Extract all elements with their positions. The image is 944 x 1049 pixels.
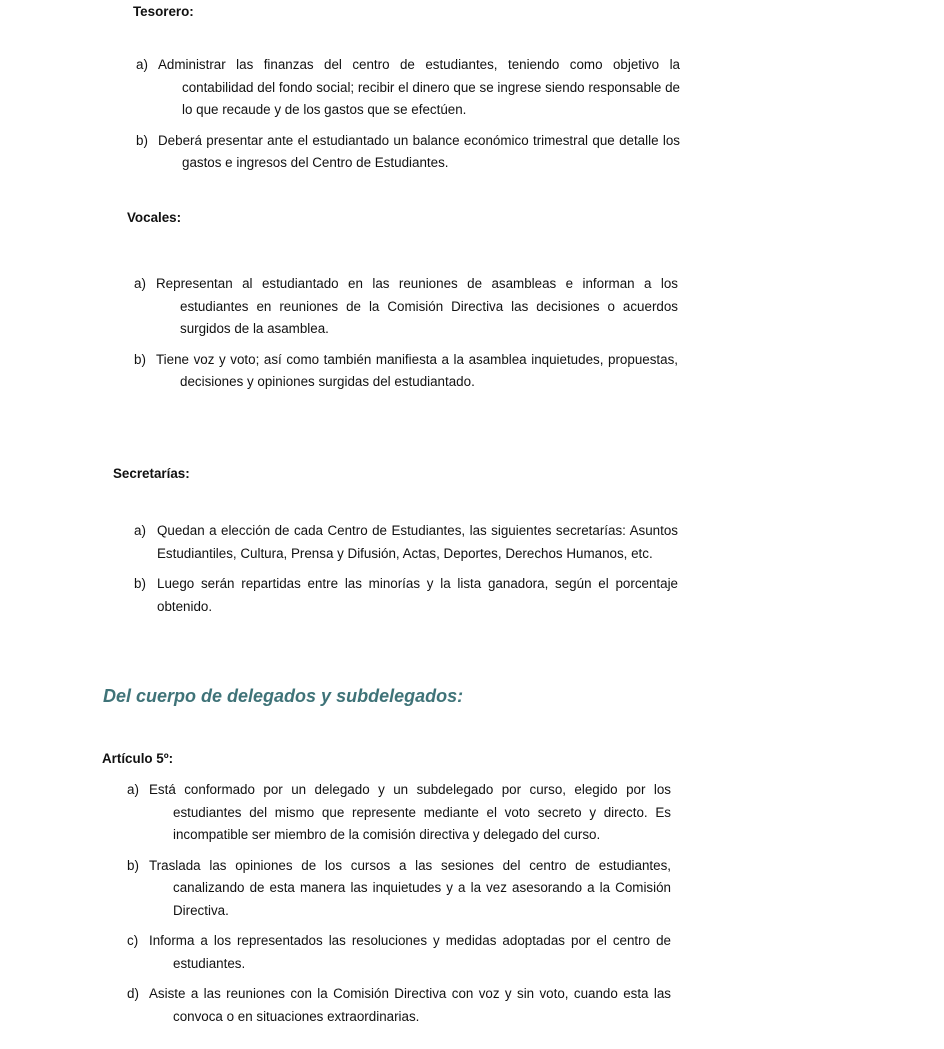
item-marker: a): [136, 57, 148, 72]
list-item: [136, 54, 680, 122]
item-text: Está conformado por un delegado y un subdelegado por curso, elegido por los estudiantes del mismo que represente mediante el voto secreto y directo. Es incompatible ser miembro de la comisión directiva y delegado del curso.: [149, 782, 671, 842]
item-text: Quedan a elección de cada Centro de Estudiantes, las siguientes secretarías: Asuntos Estudiantiles, Cultura, Prensa y Difusión, Actas, Deportes, Derechos Humanos, etc.: [157, 523, 678, 561]
articulo-list: [127, 779, 671, 1028]
vocales-heading: Vocales:: [127, 210, 182, 225]
section-title: Del cuerpo de delegados y subdelegados:: [103, 686, 464, 706]
item-text: Deberá presentar ante el estudiantado un balance económico trimestral que detalle los gastos e ingresos del Centro de Estudiantes.: [158, 132, 680, 170]
item-marker: c): [127, 933, 139, 948]
list-item: [127, 983, 671, 1028]
item-text: Administrar las finanzas del centro de estudiantes, teniendo como objetivo la contabilidad del fondo social; recibir el dinero que se ingrese siendo responsable de lo que recaude y de los gastos que se efectúen.: [158, 57, 680, 117]
item-marker: b): [127, 857, 139, 873]
secretarias-list: [134, 520, 678, 618]
item-text: Asiste a las reuniones con la Comisión Directiva con voz y sin voto, cuando esta las convoca o en situaciones extraordinarias.: [149, 986, 671, 1024]
list-item: [127, 855, 671, 923]
list-item: [127, 930, 671, 975]
secretarias-heading: Secretarías:: [113, 466, 190, 481]
list-item: [134, 520, 678, 565]
item-text: Representan al estudiantado en las reuniones de asambleas e informan a los estudiantes en reuniones de la Comisión Directiva las decisiones o acuerdos surgidos de la asamblea.: [156, 276, 678, 336]
list-item: [134, 273, 678, 341]
tesorero-heading: Tesorero:: [133, 4, 194, 19]
item-marker: b): [136, 132, 148, 148]
item-marker: b): [134, 576, 146, 591]
list-item: [134, 573, 678, 618]
item-text: Tiene voz y voto; así como también manifiesta a la asamblea inquietudes, propuestas, decisiones y opiniones surgidas del estudiantado.: [156, 351, 678, 389]
list-item: [134, 349, 678, 394]
vocales-list: [134, 273, 678, 394]
item-text: Luego serán repartidas entre las minorías y la lista ganadora, según el porcentaje obtenido.: [157, 576, 678, 614]
item-marker: a): [134, 276, 146, 291]
list-item: [127, 779, 671, 847]
tesorero-list: [136, 54, 680, 175]
item-marker: b): [134, 351, 146, 367]
item-marker: d): [127, 986, 139, 1001]
articulo-heading: Artículo 5º:: [102, 751, 174, 766]
item-marker: a): [134, 523, 146, 538]
item-text: Informa a los representados las resoluciones y medidas adoptadas por el centro de estudiantes.: [149, 933, 671, 971]
item-marker: a): [127, 782, 139, 797]
item-text: Traslada las opiniones de los cursos a las sesiones del centro de estudiantes, canalizando de esta manera las inquietudes y a la vez asesorando a la Comisión Directiva.: [149, 857, 671, 918]
list-item: [136, 130, 680, 175]
